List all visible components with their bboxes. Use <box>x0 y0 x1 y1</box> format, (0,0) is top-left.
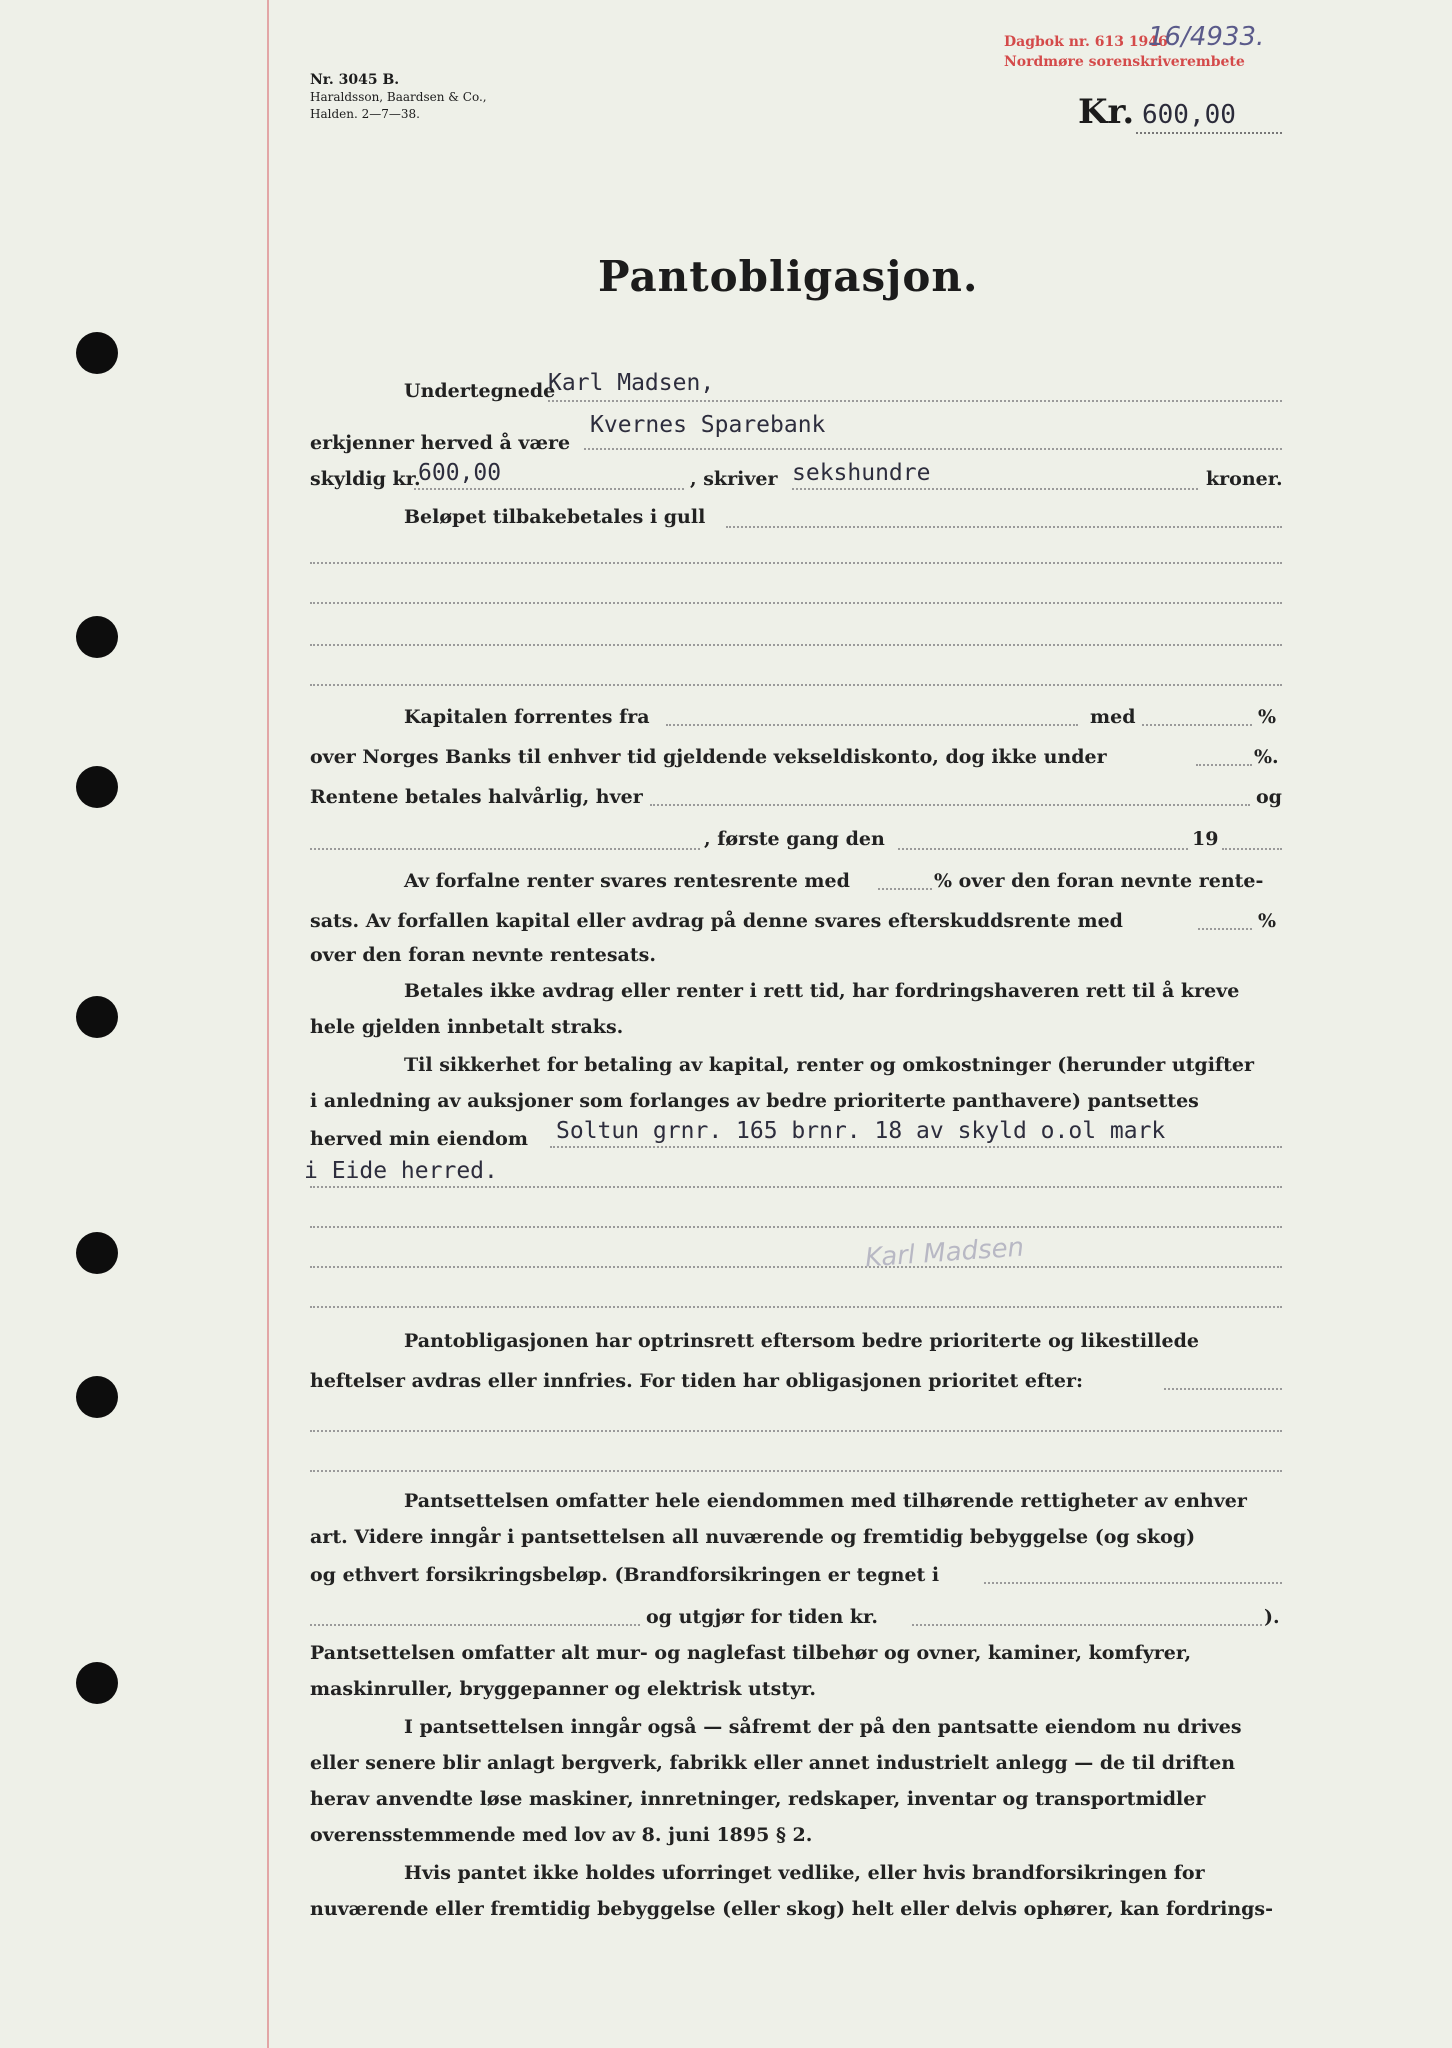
dotted-rule <box>666 724 1078 726</box>
label-undertegnede: Undertegnede <box>404 380 556 402</box>
label-ethvert: og ethvert forsikringsbeløp. (Brandforsikringen er tegnet i <box>310 1564 940 1586</box>
label-19: 19 <box>1192 828 1219 850</box>
dotted-rule <box>792 488 1198 490</box>
label-sats: sats. Av forfallen kapital eller avdrag på denne svares efterskuddsrente med <box>310 910 1123 932</box>
binder-hole <box>76 1376 118 1418</box>
label-over-den-foran-rente: % over den foran nevnte rente- <box>934 870 1264 892</box>
label-hvis-pantet: Hvis pantet ikke holdes uforringet vedlike, eller hvis brandforsikringen for <box>404 1862 1205 1884</box>
filled-name: Karl Madsen, <box>548 370 715 396</box>
label-overensstemmende: overensstemmende med lov av 8. juni 1895 § 2. <box>310 1824 813 1846</box>
filled-amount-words: sekshundre <box>792 460 931 486</box>
label-eller-senere: eller senere blir anlagt bergverk, fabrikk eller annet industrielt anlegg — de til driften <box>310 1752 1236 1774</box>
dotted-rule <box>898 848 1188 850</box>
binder-hole <box>76 616 118 658</box>
label-betales-ikke: Betales ikke avdrag eller renter i rett tid, har fordringshaveren rett til å kreve <box>404 980 1240 1002</box>
kr-amount: 600,00 <box>1142 100 1236 130</box>
dotted-rule <box>1198 928 1252 930</box>
kr-label: Kr. <box>1078 92 1135 132</box>
label-i-anledning: i anledning av auksjoner som forlanges av bedre prioriterte panthavere) pantsettes <box>310 1090 1199 1112</box>
filled-property-line1: Soltun grnr. 165 brnr. 18 av skyld o.ol mark <box>556 1118 1166 1144</box>
label-percent: %. <box>1254 746 1279 768</box>
label-herved-min: herved min eiendom <box>310 1128 528 1150</box>
label-i-pantsettelsen: I pantsettelsen inngår også — såfremt der på den pantsatte eiendom nu drives <box>404 1716 1242 1738</box>
dotted-rule <box>548 400 1282 402</box>
label-rentene: Rentene betales halvårlig, hver <box>310 786 643 808</box>
label-utgjor: og utgjør for tiden kr. <box>646 1606 878 1628</box>
binder-hole <box>76 332 118 374</box>
label-maskinruller: maskinruller, bryggepanner og elektrisk utstyr. <box>310 1678 817 1700</box>
dotted-rule <box>1196 764 1252 766</box>
label-til-sikkerhet: Til sikkerhet for betaling av kapital, renter og omkostninger (herunder utgifter <box>404 1054 1254 1076</box>
dotted-rule <box>310 1470 1282 1472</box>
binder-hole <box>76 996 118 1038</box>
label-percent: % <box>1258 706 1277 728</box>
filled-property-line2: i Eide herred. <box>304 1158 498 1184</box>
label-close-paren: ). <box>1264 1606 1280 1628</box>
binder-hole <box>76 1232 118 1274</box>
dotted-rule <box>550 1146 1282 1148</box>
label-hele-gjelden: hele gjelden innbetalt straks. <box>310 1016 624 1038</box>
label-erkjenner: erkjenner herved å være <box>310 432 571 454</box>
label-og: og <box>1256 786 1282 808</box>
dotted-rule <box>310 1266 1282 1268</box>
dotted-rule <box>650 804 1250 806</box>
label-pantsettelsen-alt: Pantsettelsen omfatter alt mur- og naglefast tilbehør og ovner, kaminer, komfyrer, <box>310 1642 1192 1664</box>
dotted-rule <box>984 1582 1282 1584</box>
dotted-rule <box>1222 848 1282 850</box>
filled-creditor: Kvernes Sparebank <box>590 412 826 438</box>
label-percent: % <box>1258 910 1277 932</box>
label-heftelser: heftelser avdras eller innfries. For tiden har obligasjonen prioritet efter: <box>310 1370 1084 1392</box>
binder-hole <box>76 766 118 808</box>
printer-info <box>310 72 487 123</box>
dotted-rule <box>310 1624 640 1626</box>
dotted-rule <box>878 888 932 890</box>
label-nuvaerende: nuværende eller fremtidig bebyggelse (eller skog) helt eller delvis ophører, kan fordrings- <box>310 1898 1273 1920</box>
label-av-forfalne: Av forfalne renter svares rentesrente med <box>404 870 850 892</box>
red-margin-line <box>267 0 269 2048</box>
label-skyldig-kr: skyldig kr. <box>310 468 421 490</box>
label-art: art. Videre inngår i pantsettelsen all nuværende og fremtidig bebyggelse (og skog) <box>310 1526 1196 1548</box>
document-title: Pantobligasjon. <box>598 252 979 301</box>
label-belopet: Beløpet tilbakebetales i gull <box>404 506 706 528</box>
label-pantsettelsen-omfatter: Pantsettelsen omfatter hele eiendommen med tilhørende rettigheter av enhver <box>404 1490 1247 1512</box>
label-over-norges: over Norges Banks til enhver tid gjeldende vekseldiskonto, dog ikke under <box>310 746 1107 768</box>
dotted-rule <box>310 1430 1282 1432</box>
dotted-rule <box>414 488 684 490</box>
dotted-rule <box>310 1186 1282 1188</box>
form-number: Nr. 3045 B. <box>310 72 400 88</box>
label-kroner: kroner. <box>1206 468 1283 490</box>
faint-signature: Karl Madsen <box>864 1232 1025 1274</box>
dotted-rule <box>1136 132 1282 134</box>
label-herav: herav anvendte løse maskiner, innretninger, redskaper, inventar og transportmidler <box>310 1788 1206 1810</box>
label-pantobligasjonen-har: Pantobligasjonen har optrinsrett eftersom bedre prioriterte og likestillede <box>404 1330 1199 1352</box>
handwritten-ref: 16/4933. <box>1148 22 1265 52</box>
dotted-rule <box>912 1624 1262 1626</box>
dotted-rule <box>310 848 700 850</box>
printer-name: Haraldsson, Baardsen & Co., <box>310 90 487 104</box>
journal-stamp: Dagbok nr. 613 1946 <box>1004 34 1168 50</box>
dotted-rule <box>310 1306 1282 1308</box>
label-med: med <box>1090 706 1136 728</box>
label-over-den-foran: over den foran nevnte rentesats. <box>310 944 656 966</box>
binder-hole <box>76 1662 118 1704</box>
printer-city: Halden. 2—7—38. <box>310 107 420 121</box>
filled-amount: 600,00 <box>418 460 502 486</box>
label-forste-gang: , første gang den <box>704 828 885 850</box>
dotted-rule <box>310 644 1282 646</box>
dotted-rule <box>1164 1388 1282 1390</box>
court-stamp: Nordmøre sorenskriverembete <box>1004 54 1245 70</box>
dotted-rule <box>1142 724 1252 726</box>
label-kapitalen: Kapitalen forrentes fra <box>404 706 650 728</box>
dotted-rule <box>584 448 1282 450</box>
dotted-rule <box>310 602 1282 604</box>
label-skriver: , skriver <box>690 468 778 490</box>
dotted-rule <box>310 562 1282 564</box>
dotted-rule <box>310 1226 1282 1228</box>
dotted-rule <box>726 526 1282 528</box>
dotted-rule <box>310 684 1282 686</box>
